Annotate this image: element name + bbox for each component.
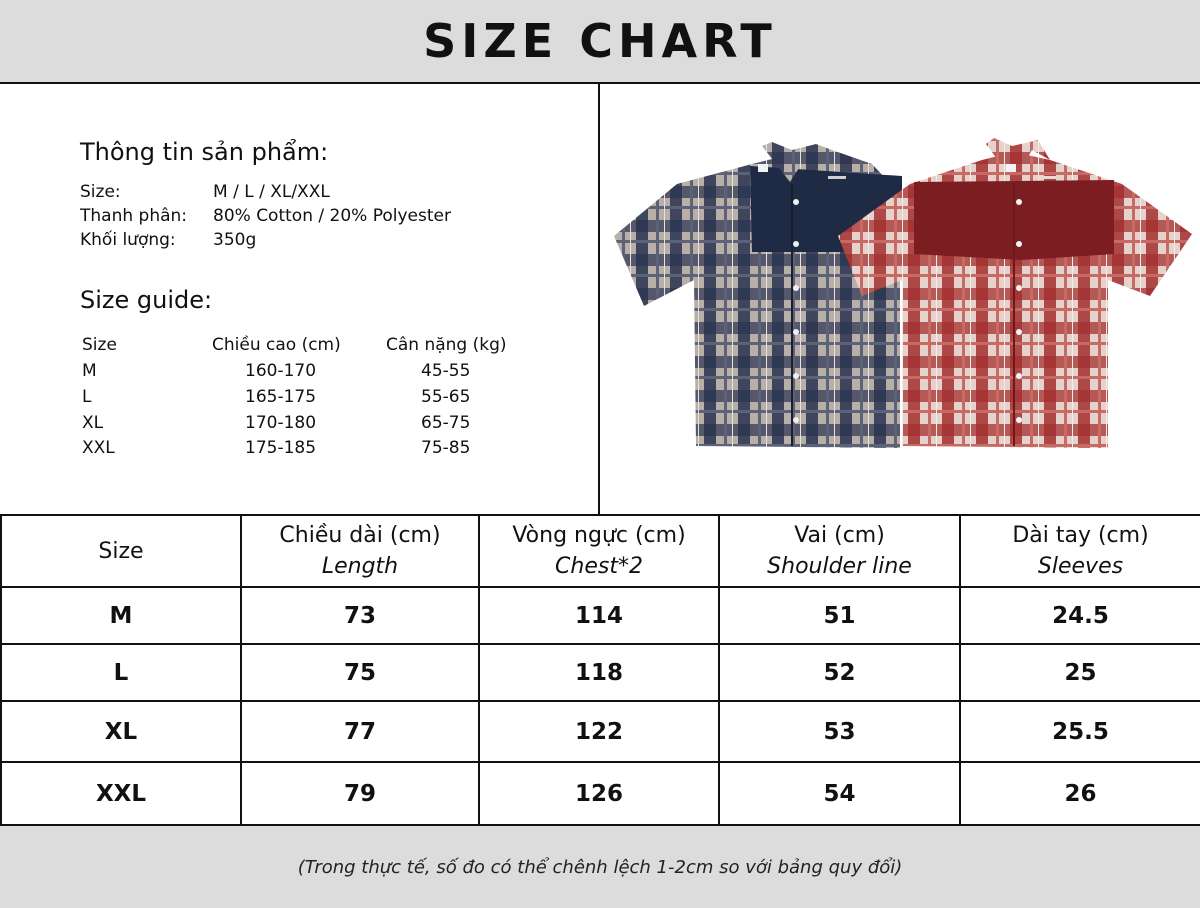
product-info-heading: Thông tin sản phẩm: (80, 138, 329, 166)
col-header-size (1, 515, 241, 587)
measurement-table (0, 514, 1200, 826)
col-header-shoulder-vn: Vai (cm) (794, 523, 885, 548)
guide-size: M (82, 361, 97, 381)
col-header-sleeves-en: Sleeves (1037, 554, 1124, 579)
guide-weight: 75-85 (421, 438, 471, 458)
product-info-panel (0, 84, 600, 514)
cell-length: 75 (241, 644, 479, 701)
cell-sleeves: 26 (960, 762, 1200, 825)
guide-size: L (82, 387, 92, 407)
guide-weight: 45-55 (421, 361, 471, 381)
cell-sleeves: 24.5 (960, 587, 1200, 644)
cell-chest: 126 (479, 762, 719, 825)
cell-length: 73 (241, 587, 479, 644)
col-header-sleeves-vn: Dài tay (cm) (1012, 523, 1149, 548)
page-title: SIZE CHART (423, 14, 777, 68)
footer-note-bar (0, 824, 1200, 908)
table-row (1, 587, 1200, 644)
info-label-weight: Khối lượng: (80, 230, 176, 250)
info-label-material: Thanh phân: (80, 206, 188, 226)
header-banner (0, 0, 1200, 84)
product-photo (602, 84, 1200, 514)
table-row (1, 701, 1200, 762)
cell-shoulder: 52 (719, 644, 960, 701)
cell-chest: 122 (479, 701, 719, 762)
col-header-chest (479, 515, 719, 587)
cell-sleeves: 25.5 (960, 701, 1200, 762)
shirts-illustration (602, 84, 1200, 514)
guide-height: 170-180 (245, 413, 317, 433)
col-header-shoulder (719, 515, 960, 587)
cell-length: 79 (241, 762, 479, 825)
info-value-weight: 350g (213, 230, 257, 250)
guide-height: 165-175 (245, 387, 317, 407)
guide-weight: 65-75 (421, 413, 471, 433)
info-label-size: Size: (80, 182, 121, 202)
cell-size: L (1, 644, 241, 701)
table-row (1, 644, 1200, 701)
guide-weight: 55-65 (421, 387, 471, 407)
col-header-size-label: Size (98, 538, 144, 564)
cell-chest: 114 (479, 587, 719, 644)
col-header-chest-vn: Vòng ngực (cm) (512, 523, 686, 548)
navy-plaid-shirt-icon (614, 142, 902, 448)
cell-shoulder: 51 (719, 587, 960, 644)
guide-col-height: Chiều cao (cm) (212, 335, 341, 355)
col-header-length (241, 515, 479, 587)
size-guide-heading: Size guide: (80, 286, 213, 314)
col-header-length-en: Length (321, 554, 399, 579)
col-header-chest-en: Chest*2 (555, 554, 643, 579)
guide-size: XXL (82, 438, 115, 458)
info-value-material: 80% Cotton / 20% Polyester (213, 206, 451, 226)
guide-height: 175-185 (245, 438, 317, 458)
guide-col-weight: Cân nặng (kg) (386, 335, 507, 355)
col-header-shoulder-en: Shoulder line (767, 554, 912, 579)
cell-chest: 118 (479, 644, 719, 701)
table-header-row (1, 515, 1200, 587)
cell-size: XXL (1, 762, 241, 825)
cell-size: XL (1, 701, 241, 762)
cell-shoulder: 53 (719, 701, 960, 762)
col-header-sleeves (960, 515, 1200, 587)
cell-length: 77 (241, 701, 479, 762)
footer-note: (Trong thực tế, số đo có thể chênh lệch 1-2cm so với bảng quy đổi) (297, 856, 903, 878)
table-row (1, 762, 1200, 825)
guide-height: 160-170 (245, 361, 317, 381)
guide-size: XL (82, 413, 104, 433)
info-value-size: M / L / XL/XXL (213, 182, 330, 202)
cell-shoulder: 54 (719, 762, 960, 825)
cell-size: M (1, 587, 241, 644)
guide-col-size: Size (82, 335, 117, 355)
cell-sleeves: 25 (960, 644, 1200, 701)
col-header-length-vn: Chiều dài (cm) (279, 523, 441, 548)
